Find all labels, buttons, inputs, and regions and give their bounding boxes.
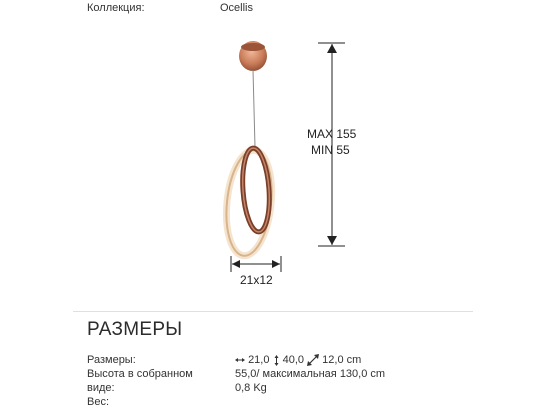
spec-label-weight: Вес: [87, 396, 110, 408]
ceiling-canopy [239, 41, 267, 71]
suspension-cable [253, 70, 255, 147]
height-min-label: MIN 55 [311, 143, 350, 157]
spec-label-dimensions: Размеры: [87, 354, 136, 366]
spec-value-assembled-height: 55,0/ максимальная 130,0 cm [235, 368, 386, 380]
spec-label-assembled-height: Высота в собранном [87, 368, 193, 380]
spec-value-dimensions [235, 353, 361, 367]
width-dimension-line [231, 256, 281, 272]
collection-label: Коллекция: [87, 2, 145, 14]
spec-label-assembled-height-cont: виде: [87, 382, 115, 394]
section-divider [73, 311, 473, 312]
dim-height-value: 40,0 [282, 354, 305, 366]
section-title: РАЗМЕРЫ [87, 319, 183, 340]
collection-value: Ocellis [220, 2, 254, 14]
spec-value-weight: 0,8 Kg [235, 382, 267, 394]
height-arrow-icon [273, 355, 280, 366]
dim-width-value: 21,0 [248, 354, 270, 366]
width-arrow-icon [235, 356, 245, 364]
height-max-label: MAX 155 [307, 127, 357, 141]
dim-depth-value: 12,0 cm [322, 354, 362, 366]
width-label: 21x12 [240, 273, 273, 287]
depth-arrow-icon [307, 354, 319, 366]
